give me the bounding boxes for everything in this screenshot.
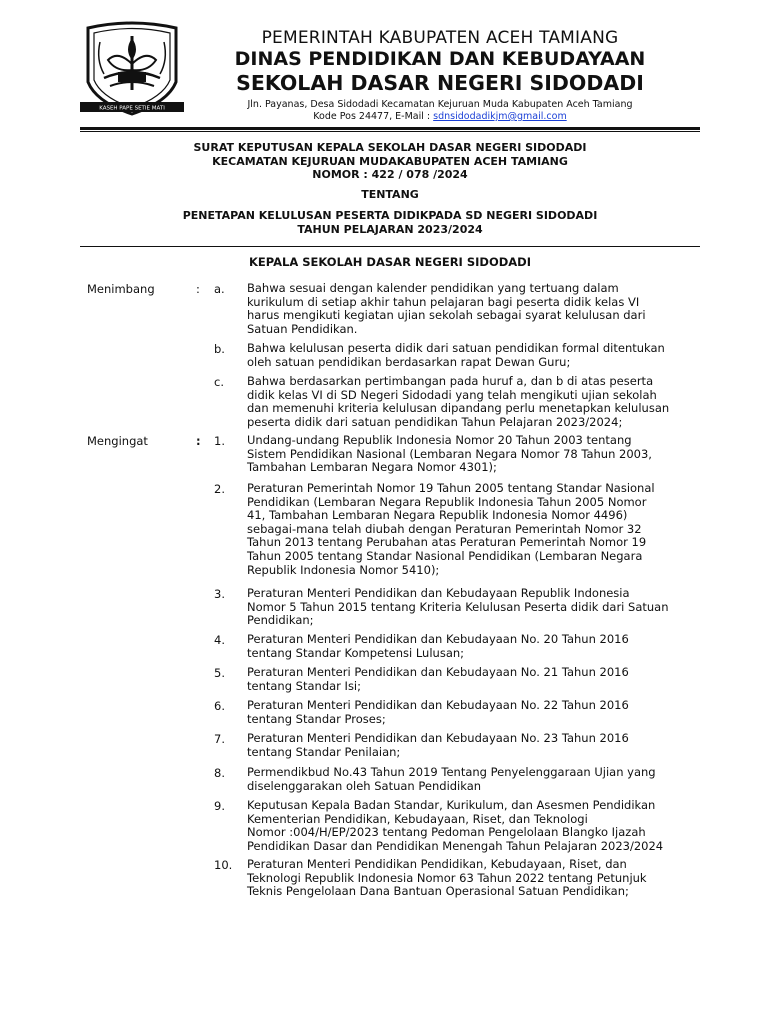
list-item: Peraturan Menteri Pendidikan dan Kebudayaan No. 21 Tahun 2016 tentang Standar Isi;	[247, 665, 629, 693]
list-marker: b.	[214, 342, 225, 356]
letterhead	[190, 28, 690, 123]
list-marker: 10.	[214, 858, 233, 872]
decree-subject-line1: PENETAPAN KELULUSAN PESERTA DIDIKPADA SD NEGERI SIDODADI	[182, 209, 598, 222]
tentang-heading: TENTANG	[361, 188, 419, 201]
list-marker: 5.	[214, 666, 225, 680]
mengingat-colon: :	[196, 434, 201, 448]
list-marker: 6.	[214, 699, 225, 713]
decree-subject	[80, 209, 700, 236]
postal-text: Kode Pos 24477, E-Mail :	[313, 111, 434, 122]
title-divider	[80, 246, 700, 247]
letterhead-divider-thick	[80, 127, 700, 130]
list-item: Peraturan Menteri Pendidikan dan Kebudayaan No. 23 Tahun 2016 tentang Standar Penilaian;	[247, 731, 629, 759]
list-marker: 1.	[214, 434, 225, 448]
gov-name: PEMERINTAH KABUPATEN ACEH TAMIANG	[261, 28, 619, 48]
school-name: SEKOLAH DASAR NEGERI SIDODADI	[236, 71, 644, 95]
address-line: Jln. Payanas, Desa Sidodadi Kecamatan Kejuruan Muda Kabupaten Aceh Tamiang	[247, 99, 633, 110]
list-marker: a.	[214, 282, 225, 296]
list-item: Peraturan Menteri Pendidikan dan Kebudayaan Republik Indonesia Nomor 5 Tahun 2015 tentang Kriteria Kelulusan Peserta didik dari Satuan Pendidikan;	[247, 586, 669, 628]
list-marker: 9.	[214, 799, 225, 813]
agency-name: DINAS PENDIDIKAN DAN KEBUDAYAAN	[234, 48, 646, 70]
logo-motto: KASEH PAPE SETIE MATI	[99, 105, 165, 112]
postal-line	[190, 111, 690, 123]
list-item: Peraturan Menteri Pendidikan Pendidikan, Kebudayaan, Riset, dan Teknologi Republik Indonesia Nomor 63 Tahun 2022 tentang Petunjuk Teknis Pengelolaan Dana Bantuan Operasional Satuan Pendidikan;	[247, 857, 647, 899]
menimbang-label: Menimbang	[87, 282, 155, 296]
list-item: Permendikbud No.43 Tahun 2019 Tentang Penyelenggaraan Ujian yang diselenggarakan oleh Satuan Pendidikan	[247, 765, 656, 793]
mengingat-label: Mengingat	[87, 434, 148, 448]
list-item: Keputusan Kepala Badan Standar, Kurikulum, dan Asesmen Pendidikan Kementerian Pendidikan, Kebudayaan, Riset, dan Teknologi Nomor :004/H/EP/2023 tentang Pedoman Pengelolaan Blangko Ijazah Pendidikan Dasar dan Pendidikan Menengah Tahun Pelajaran 2023/2024	[247, 798, 664, 853]
issuer-heading: KEPALA SEKOLAH DASAR NEGERI SIDODADI	[249, 255, 531, 269]
list-marker: 3.	[214, 587, 225, 601]
decree-title-line1: SURAT KEPUTUSAN KEPALA SEKOLAH DASAR NEGERI SIDODADI	[193, 141, 587, 154]
decree-subject-line2: TAHUN PELAJARAN 2023/2024	[297, 222, 483, 236]
decree-title-line2: KECAMATAN KEJURUAN MUDAKABUPATEN ACEH TAMIANG	[212, 154, 568, 168]
list-marker: 4.	[214, 633, 225, 647]
list-marker: 2.	[214, 482, 225, 496]
list-item: Undang-undang Republik Indonesia Nomor 20 Tahun 2003 tentang Sistem Pendidikan Nasional (Lembaran Negara Nomor 78 Tahun 2003, Tambahan Lembaran Negara Nomor 4301);	[247, 433, 652, 475]
list-marker: 8.	[214, 766, 225, 780]
letterhead-divider-thin	[80, 131, 700, 132]
email-link[interactable]: sdnsidodadikjm@gmail.com	[433, 111, 567, 122]
list-item: Peraturan Menteri Pendidikan dan Kebudayaan No. 22 Tahun 2016 tentang Standar Proses;	[247, 698, 629, 726]
list-item: Bahwa berdasarkan pertimbangan pada huruf a, dan b di atas peserta didik kelas VI di SD Negeri Sidodadi yang telah mengikuti ujian sekolah dan memenuhi kriteria kelulusan dipandang perlu menetapkan kelulusan peserta didik dari satuan pendidikan Tahun Pelajaran 2023/2024;	[247, 374, 670, 429]
list-item: Peraturan Menteri Pendidikan dan Kebudayaan No. 20 Tahun 2016 tentang Standar Kompetensi Lulusan;	[247, 632, 629, 660]
list-item: Bahwa sesuai dengan kalender pendidikan yang tertuang dalam kurikulum di setiap akhir tahun pelajaran bagi peserta didik kelas VI harus mengikuti kegiatan ujian sekolah sebagai syarat kelulusan dari Satuan Pendidikan.	[247, 281, 646, 336]
list-marker: 7.	[214, 732, 225, 746]
list-item: Bahwa kelulusan peserta didik dari satuan pendidikan formal ditentukan oleh satuan pendidikan berdasarkan rapat Dewan Guru;	[247, 341, 665, 369]
kabupaten-emblem-icon	[78, 20, 186, 116]
decree-number: NOMOR : 422 / 078 /2024	[312, 168, 468, 181]
list-item: Peraturan Pemerintah Nomor 19 Tahun 2005 tentang Standar Nasional Pendidikan (Lembaran Negara Republik Indonesia Tahun 2005 Nomor 41, Tambahan Lembaran Negara Republik Indonesia Nomor 4496) sebagai-mana telah diubah dengan Peraturan Pemerintah Nomor 32 Tahun 2013 tentang Perubahan atas Peraturan Pemerintah Nomor 19 Tahun 2005 tentang Standar Nasional Pendidikan (Lembaran Negara Republik Indonesia Nomor 5410);	[247, 481, 655, 577]
menimbang-colon: :	[196, 282, 200, 296]
list-marker: c.	[214, 375, 224, 389]
decree-heading	[80, 141, 700, 182]
